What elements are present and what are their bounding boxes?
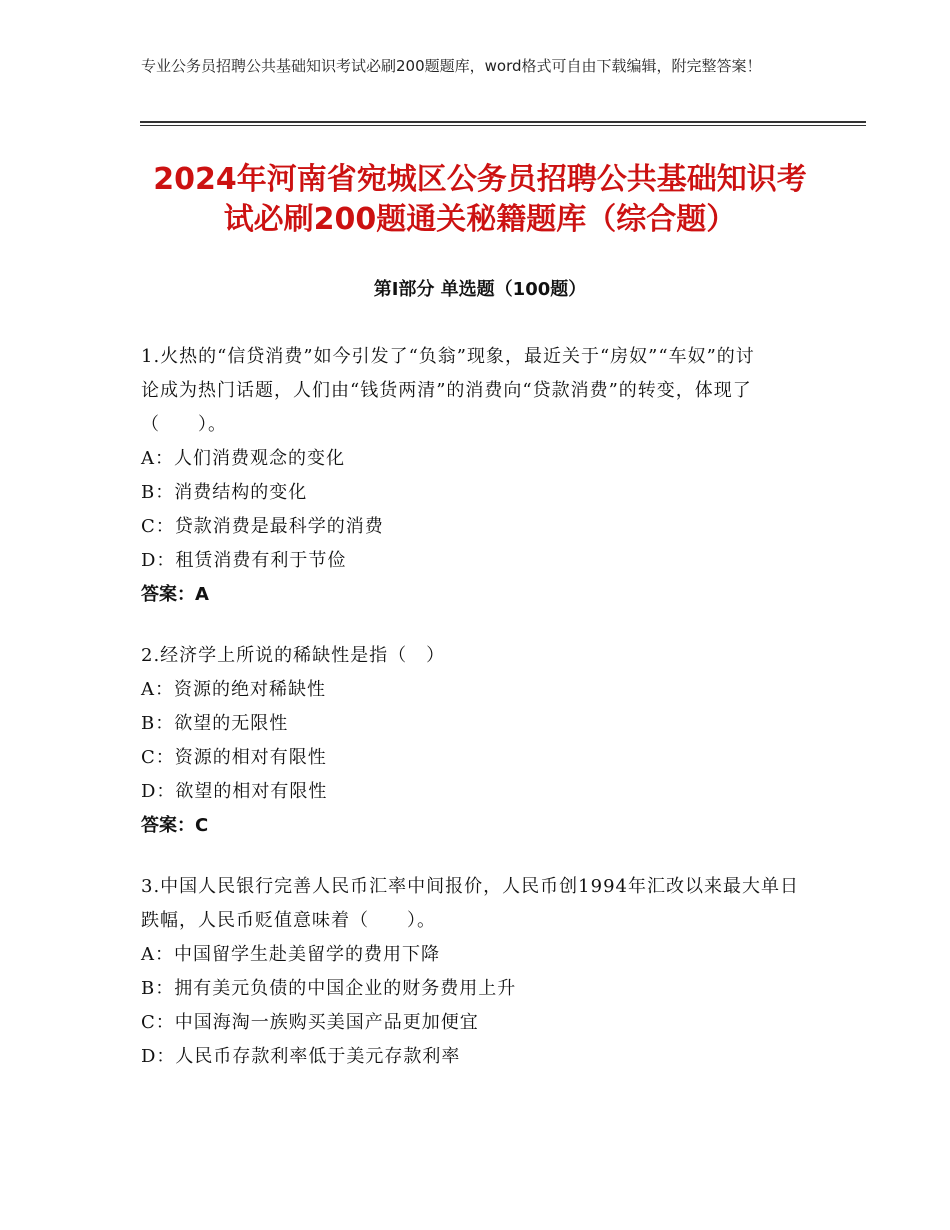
question-1 [141,340,821,612]
option-c: C：贷款消费是最科学的消费 [141,516,384,537]
option-b: B：拥有美元负债的中国企业的财务费用上升 [141,978,517,999]
option-d: D：租赁消费有利于节俭 [141,550,347,571]
question-2 [141,639,821,843]
option-a: A：资源的绝对稀缺性 [141,679,326,700]
option-b: B：消费结构的变化 [141,482,308,503]
option-d: D：欲望的相对有限性 [141,781,328,802]
option-c: C：资源的相对有限性 [141,747,327,768]
document-title: 2024年河南省宛城区公务员招聘公共基础知识考试必刷200题通关秘籍题库（综合题） [153,162,807,237]
answer-label: 答案：A [141,584,209,605]
question-stem: 1.火热的“信贷消费”如今引发了“负翁”现象，最近关于“房奴”“车奴”的讨论成为热门话题，人们由“钱货两清”的消费向“贷款消费”的转变，体现了（ ）。 [141,346,755,435]
question-list [141,340,821,1101]
question-stem: 3.中国人民银行完善人民币汇率中间报价，人民币创1994年汇改以来最大单日跌幅，人民币贬值意味着（ ）。 [141,876,799,931]
question-stem: 2.经济学上所说的稀缺性是指（ ） [141,645,446,666]
header-divider [140,121,866,123]
header-divider-thin [140,125,866,126]
answer-label: 答案：C [141,815,209,836]
section-title: 第I部分 单选题（100题） [373,279,587,300]
option-b: B：欲望的无限性 [141,713,289,734]
option-c: C：中国海淘一族购买美国产品更加便宜 [141,1012,479,1033]
header-note: 专业公务员招聘公共基础知识考试必刷200题题库，word格式可自由下载编辑，附完整答案！ [141,57,762,75]
option-d: D：人民币存款利率低于美元存款利率 [141,1046,461,1067]
option-a: A：中国留学生赴美留学的费用下降 [141,944,440,965]
option-a: A：人们消费观念的变化 [141,448,345,469]
question-3 [141,870,821,1074]
